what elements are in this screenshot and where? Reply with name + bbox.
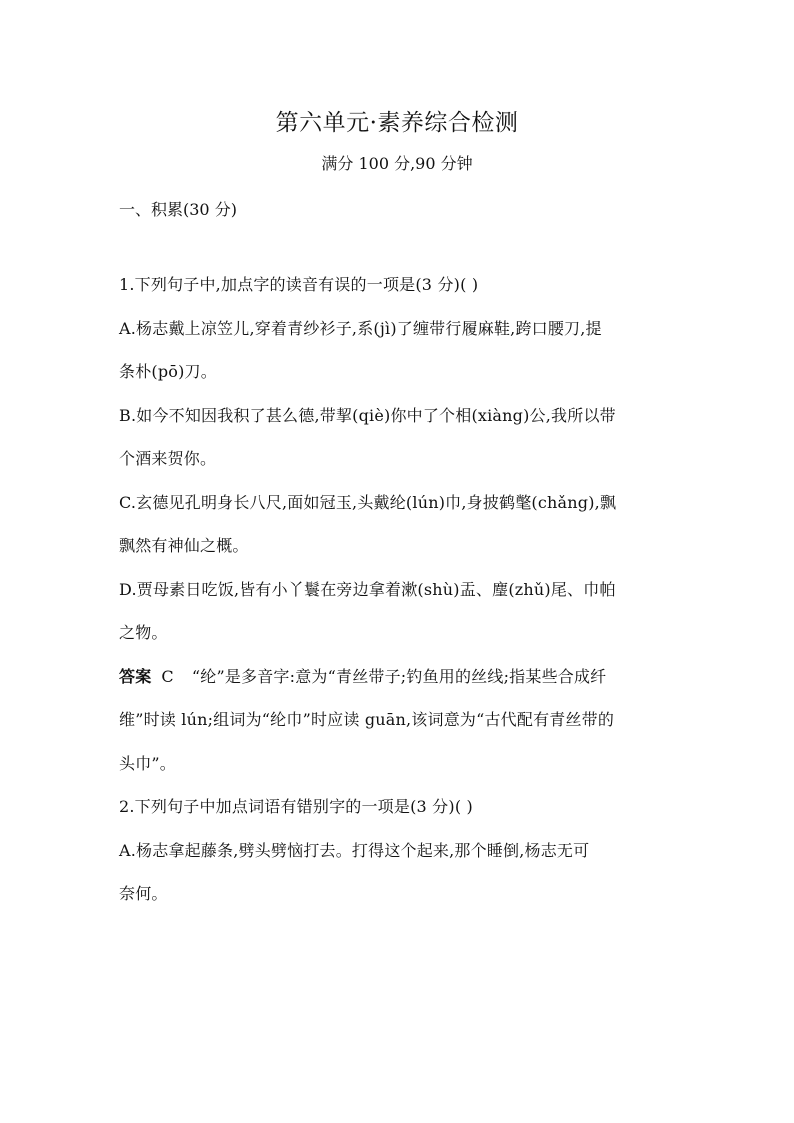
page-title: 第六单元·素养综合检测 (275, 110, 519, 136)
answer-1-line-2: 维”时读 lún;组词为“纶巾”时应读 guān,该词意为“古代配有青丝带的 (119, 710, 615, 729)
section-heading: 一、积累(30 分) (119, 200, 237, 219)
answer-label: 答案 (119, 666, 152, 686)
answer-1-line-3: 头巾”。 (119, 753, 176, 773)
answer-letter: C (161, 666, 174, 686)
question-2-option-a-line-1: A.杨志拿起藤条,劈头劈恼打去。打得这个起来,那个睡倒,杨志无可 (119, 840, 590, 860)
question-1-option-d-line-2: 之物。 (119, 623, 168, 642)
question-2-stem: 2.下列句子中加点词语有错别字的一项是(3 分)( ) (119, 797, 473, 816)
question-1-option-c-line-1: C.玄德见孔明身长八尺,面如冠玉,头戴纶(lún)巾,身披鹤氅(chǎng),飘 (119, 492, 617, 512)
question-1-option-a-line-2: 条朴(pō)刀。 (119, 362, 217, 381)
question-1-option-c-line-2: 飘然有神仙之概。 (119, 536, 249, 555)
answer-1-text-1: “纶”是多音字:意为“青丝带子;钓鱼用的丝线;指某些合成纤 (191, 666, 607, 686)
answer-1-line-1 (119, 655, 675, 699)
question-1-option-a-line-1: A.杨志戴上凉笠儿,穿着青纱衫子,系(jì)了缠带行履麻鞋,跨口腰刀,提 (119, 318, 602, 338)
page-subtitle: 满分 100 分,90 分钟 (321, 154, 473, 173)
question-2-option-a-line-2: 奈何。 (119, 884, 168, 903)
question-1-option-b-line-1: B.如今不知因我积了甚么德,带挈(qiè)你中了个相(xiàng)公,我所以带 (119, 405, 616, 425)
question-content (119, 263, 675, 916)
question-1-stem: 1.下列句子中,加点字的读音有误的一项是(3 分)( ) (119, 275, 479, 294)
question-1-option-d-line-1: D.贾母素日吃饭,皆有小丫鬟在旁边拿着漱(shù)盂、麈(zhǔ)尾、巾帕 (119, 579, 616, 599)
question-1-option-b-line-2: 个酒来贺你。 (119, 449, 217, 468)
